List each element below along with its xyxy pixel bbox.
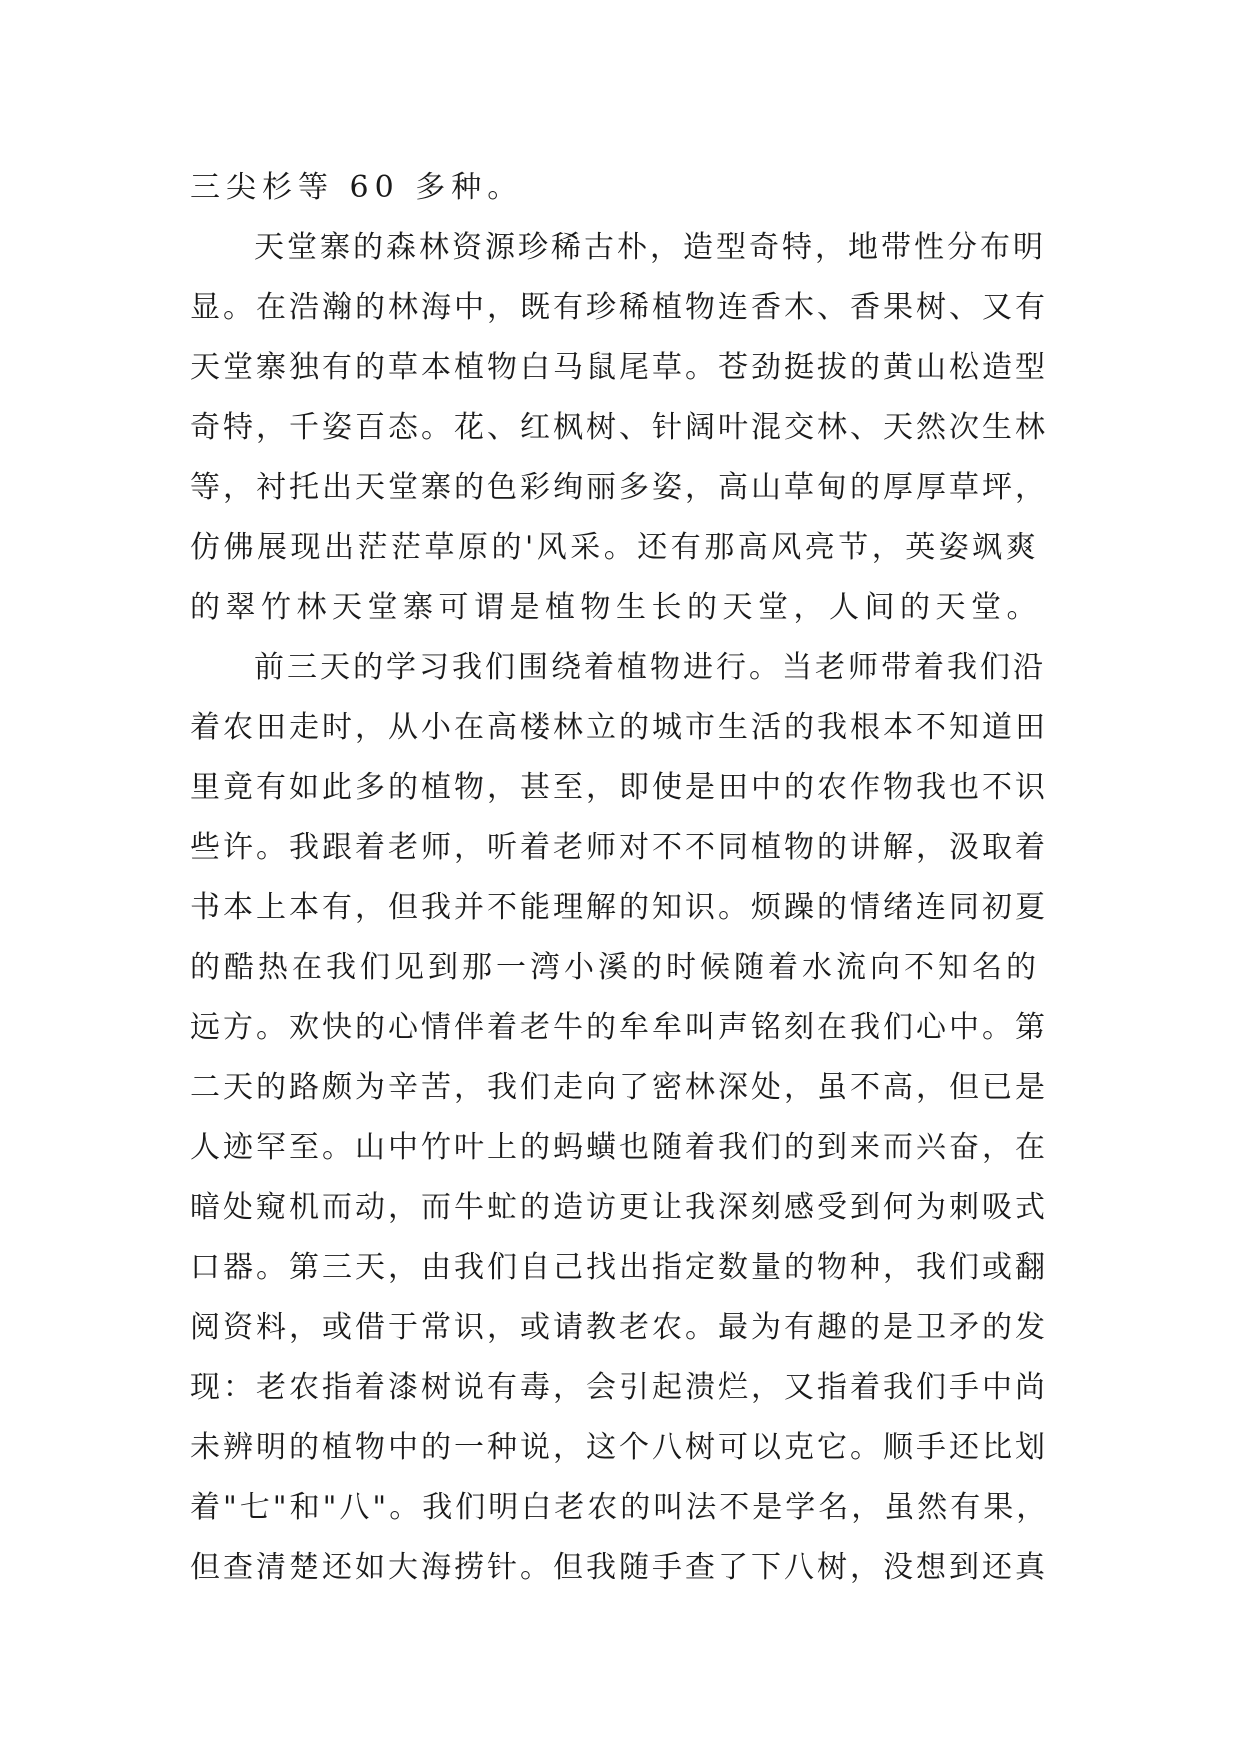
text-line: 仿佛展现出茫茫草原的'风采。还有那高风亮节，英姿飒爽 [190, 530, 1040, 565]
text-line: 暗处窥机而动，而牛虻的造访更让我深刻感受到何为刺吸式 [190, 1190, 1048, 1225]
text-line: 着"七"和"八"。我们明白老农的叫法不是学名，虽然有果， [190, 1490, 1050, 1525]
text-line: 里竟有如此多的植物，甚至，即使是田中的农作物我也不识 [190, 770, 1048, 805]
text-line: 些许。我跟着老师，听着老师对不不同植物的讲解，汲取着 [190, 830, 1048, 865]
text-line: 二天的路颇为辛苦，我们走向了密林深处，虽不高，但已是 [190, 1070, 1048, 1105]
text-line: 现：老农指着漆树说有毒，会引起溃烂，又指着我们手中尚 [190, 1370, 1048, 1405]
text-line: 天堂寨独有的草本植物白马鼠尾草。苍劲挺拔的黄山松造型 [190, 350, 1048, 385]
text-line: 三尖杉等 60 多种。 [190, 170, 524, 205]
text-line: 奇特，千姿百态。花、红枫树、针阔叶混交林、天然次生林 [190, 410, 1048, 445]
text-line: 远方。欢快的心情伴着老牛的牟牟叫声铭刻在我们心中。第 [190, 1010, 1048, 1045]
text-line: 的酷热在我们见到那一湾小溪的时候随着水流向不知名的 [190, 950, 1040, 985]
paragraph-first-line: 天堂寨的森林资源珍稀古朴，造型奇特，地带性分布明 [254, 230, 1046, 265]
text-line: 人迹罕至。山中竹叶上的蚂蟥也随着我们的到来而兴奋，在 [190, 1130, 1048, 1165]
text-line: 等，衬托出天堂寨的色彩绚丽多姿，高山草甸的厚厚草坪， [190, 470, 1048, 505]
text-line: 但查清楚还如大海捞针。但我随手查了下八树，没想到还真 [190, 1550, 1048, 1585]
text-line: 书本上本有，但我并不能理解的知识。烦躁的情绪连同初夏 [190, 890, 1048, 925]
paragraph-first-line: 前三天的学习我们围绕着植物进行。当老师带着我们沿 [254, 650, 1046, 685]
text-line: 显。在浩瀚的林海中，既有珍稀植物连香木、香果树、又有 [190, 290, 1048, 325]
text-line: 阅资料，或借于常识，或请教老农。最为有趣的是卫矛的发 [190, 1310, 1048, 1345]
text-line: 未辨明的植物中的一种说，这个八树可以克它。顺手还比划 [190, 1430, 1048, 1465]
text-line: 的翠竹林天堂寨可谓是植物生长的天堂，人间的天堂。 [190, 590, 1042, 625]
text-line: 着农田走时，从小在高楼林立的城市生活的我根本不知道田 [190, 710, 1048, 745]
text-line: 口器。第三天，由我们自己找出指定数量的物种，我们或翻 [190, 1250, 1048, 1285]
